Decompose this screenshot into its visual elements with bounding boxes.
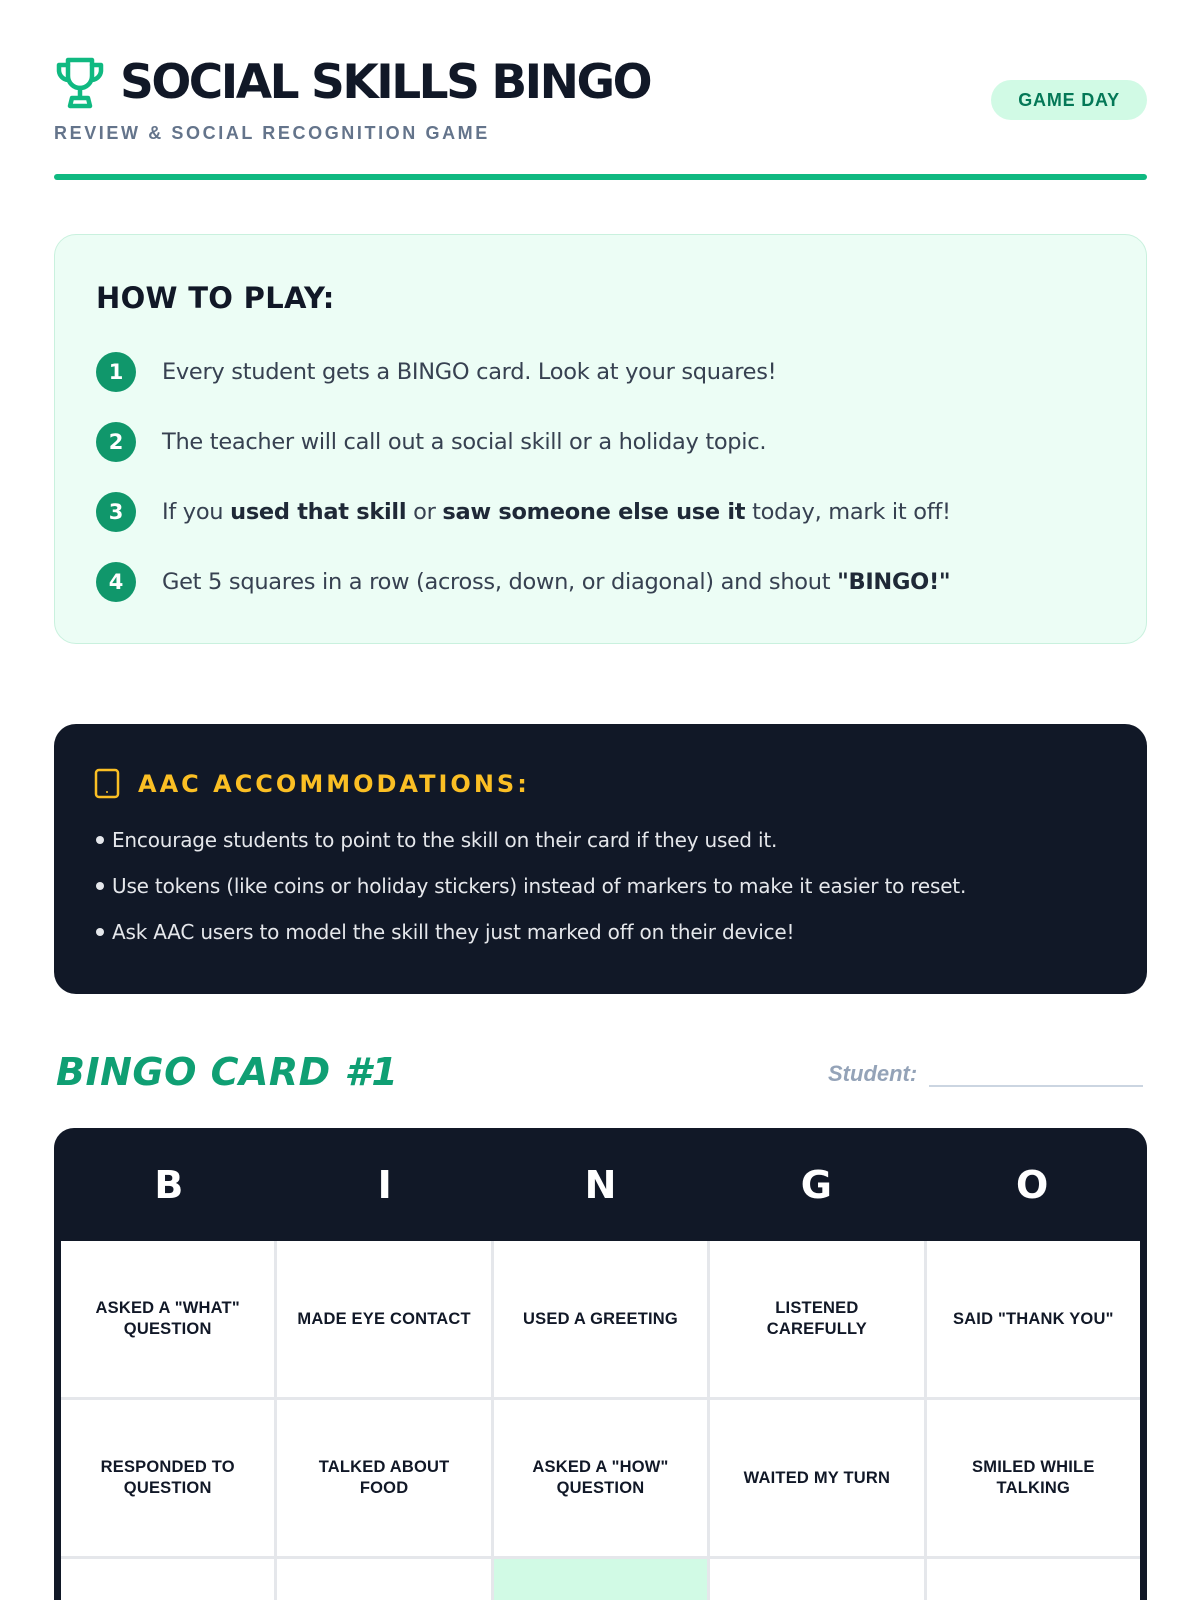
tablet-icon <box>94 768 120 799</box>
student-field <box>828 1060 1143 1087</box>
step-text <box>162 429 766 455</box>
step-text <box>162 359 776 385</box>
page-title: SOCIAL SKILLS BINGO <box>120 55 651 110</box>
step-number: 4 <box>96 562 136 602</box>
bingo-column-o: O <box>1015 1162 1049 1207</box>
student-name-line <box>929 1060 1143 1087</box>
step-number: 2 <box>96 422 136 462</box>
bingo-cell[interactable]: ASKED A "HOW" QUESTION <box>494 1400 707 1556</box>
bingo-cell[interactable] <box>277 1559 490 1600</box>
bingo-column-g: G <box>800 1162 832 1207</box>
bingo-cell[interactable]: SAID "THANK YOU" <box>927 1241 1140 1397</box>
bingo-board <box>54 1128 1147 1600</box>
bingo-grid <box>61 1241 1140 1600</box>
aac-title-row <box>94 768 1107 799</box>
bingo-cell[interactable]: MADE EYE CONTACT <box>277 1241 490 1397</box>
trophy-icon <box>54 56 106 110</box>
header-divider <box>54 174 1147 180</box>
aac-item-text: Use tokens (like coins or holiday stickers) instead of markers to make it easier to reset. <box>112 874 967 898</box>
step-item <box>96 547 1105 617</box>
aac-accommodations-panel <box>54 724 1147 994</box>
steps-list <box>96 337 1105 617</box>
title-row <box>54 50 1147 116</box>
bingo-cell[interactable]: WAITED MY TURN <box>710 1400 923 1556</box>
step-item <box>96 337 1105 407</box>
page-subtitle: REVIEW & SOCIAL RECOGNITION GAME <box>54 123 490 143</box>
how-to-play-panel <box>54 234 1147 644</box>
bingo-cell[interactable] <box>710 1559 923 1600</box>
step-number: 1 <box>96 352 136 392</box>
bullet-icon <box>96 882 104 890</box>
aac-item-text: Encourage students to point to the skill on their card if they used it. <box>112 828 778 852</box>
bingo-cell[interactable]: USED A GREETING <box>494 1241 707 1397</box>
step-text <box>162 569 950 595</box>
step-text-part: Every student gets a BINGO card. Look at your squares! <box>162 359 777 385</box>
step-text-part: or <box>406 499 443 525</box>
step-emphasis: used that skill <box>230 499 407 525</box>
aac-item-text: Ask AAC users to model the skill they just marked off on their device! <box>112 920 795 944</box>
student-label: Student: <box>828 1061 918 1086</box>
step-text-part: The teacher will call out a social skill or a holiday topic. <box>162 429 767 455</box>
aac-list-item <box>94 817 1107 863</box>
bingo-cell[interactable]: ASKED A "WHAT" QUESTION <box>61 1241 274 1397</box>
step-text <box>162 499 951 525</box>
aac-list-item <box>94 863 1107 909</box>
bingo-cell[interactable]: SMILED WHILE TALKING <box>927 1400 1140 1556</box>
step-text-part: If you <box>162 499 231 525</box>
step-text-part: today, mark it off! <box>745 499 951 525</box>
bullet-icon <box>96 928 104 936</box>
aac-list-item <box>94 909 1107 955</box>
bingo-cell[interactable] <box>61 1559 274 1600</box>
bingo-cell[interactable]: LISTENED CAREFULLY <box>710 1241 923 1397</box>
aac-list <box>94 817 1107 955</box>
step-item <box>96 477 1105 547</box>
bingo-column-i: I <box>377 1162 392 1207</box>
page-header <box>54 50 1147 180</box>
bingo-cell-center[interactable] <box>494 1559 707 1600</box>
bingo-column-n: N <box>584 1162 617 1207</box>
aac-title: AAC ACCOMMODATIONS: <box>138 769 530 798</box>
step-item <box>96 407 1105 477</box>
game-day-badge: GAME DAY <box>991 80 1147 120</box>
bingo-cell[interactable] <box>927 1559 1140 1600</box>
bingo-cell[interactable]: TALKED ABOUT FOOD <box>277 1400 490 1556</box>
step-number: 3 <box>96 492 136 532</box>
bingo-card-title: BINGO CARD #1 <box>56 1050 399 1094</box>
bullet-icon <box>96 836 104 844</box>
bingo-cell[interactable]: RESPONDED TO QUESTION <box>61 1400 274 1556</box>
how-to-play-title: HOW TO PLAY: <box>96 281 335 315</box>
step-emphasis: "BINGO!" <box>837 569 951 595</box>
step-text-part: Get 5 squares in a row (across, down, or diagonal) and shout <box>162 569 838 595</box>
step-emphasis: saw someone else use it <box>442 499 746 525</box>
bingo-column-b: B <box>154 1162 184 1207</box>
bingo-header-row <box>61 1128 1140 1241</box>
